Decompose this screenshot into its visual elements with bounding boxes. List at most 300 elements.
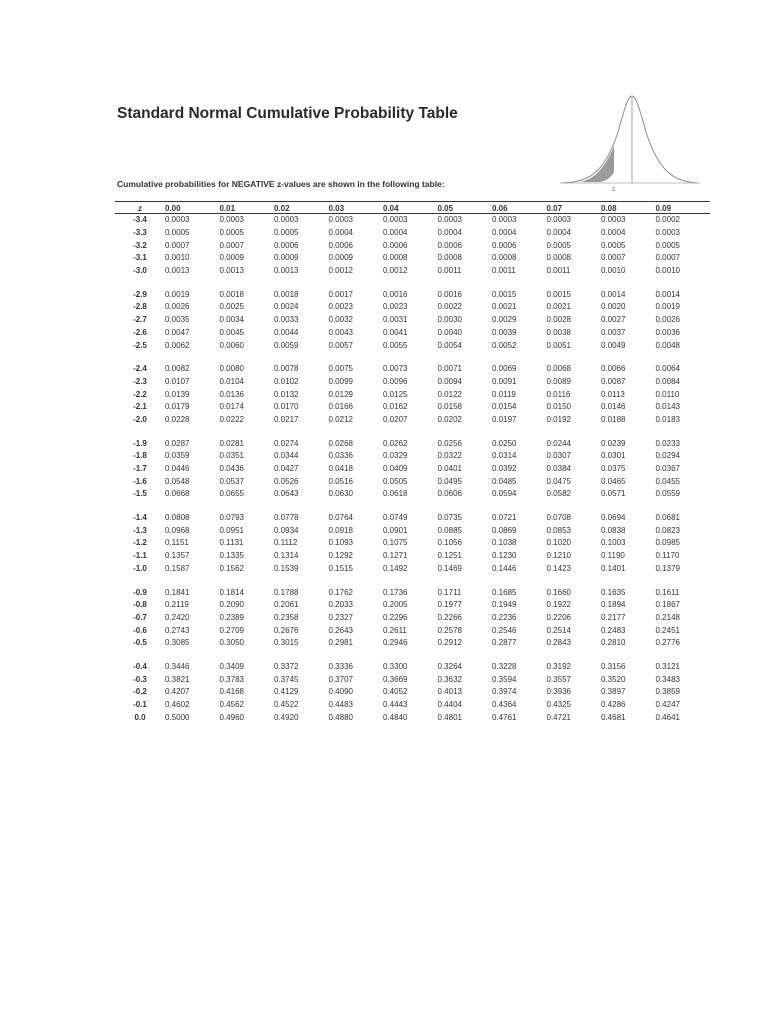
z-value-cell: -3.1: [133, 253, 147, 263]
probability-cell: 0.0059: [274, 340, 299, 350]
probability-cell: 0.0516: [328, 476, 353, 486]
probability-cell: 0.3520: [601, 674, 626, 684]
probability-cell: 0.0003: [492, 215, 517, 225]
probability-cell: 0.0125: [383, 389, 408, 399]
probability-cell: 0.0594: [492, 489, 517, 499]
probability-cell: 0.3669: [383, 674, 408, 684]
z-value-cell: -2.8: [133, 302, 147, 312]
probability-cell: 0.1736: [383, 587, 408, 597]
column-header: 0.05: [437, 203, 454, 213]
probability-cell: 0.0029: [492, 315, 517, 325]
probability-cell: 0.0392: [492, 464, 517, 474]
probability-cell: 0.0021: [492, 302, 517, 312]
probability-cell: 0.1314: [274, 551, 299, 561]
probability-cell: 0.0307: [546, 451, 571, 461]
probability-cell: 0.0526: [274, 476, 299, 486]
probability-cell: 0.3483: [655, 674, 680, 684]
probability-cell: 0.3897: [601, 687, 626, 697]
probability-cell: 0.0427: [274, 464, 299, 474]
probability-cell: 0.2236: [492, 612, 517, 622]
probability-cell: 0.0455: [655, 476, 680, 486]
probability-cell: 0.0084: [655, 376, 680, 386]
probability-cell: 0.3974: [492, 687, 517, 697]
probability-cell: 0.0823: [655, 525, 680, 535]
probability-cell: 0.0009: [328, 253, 353, 263]
probability-cell: 0.0301: [601, 451, 626, 461]
probability-cell: 0.0035: [165, 315, 190, 325]
table-row: [115, 673, 710, 686]
probability-cell: 0.3156: [601, 661, 626, 671]
probability-cell: 0.0158: [437, 402, 462, 412]
z-value-cell: -0.3: [133, 674, 147, 684]
probability-cell: 0.3372: [274, 661, 299, 671]
probability-cell: 0.0418: [328, 464, 353, 474]
probability-cell: 0.0002: [655, 215, 680, 225]
probability-cell: 0.0228: [165, 414, 190, 424]
probability-cell: 0.1230: [492, 551, 517, 561]
probability-cell: 0.0049: [601, 340, 626, 350]
probability-cell: 0.0110: [655, 389, 680, 399]
probability-cell: 0.0013: [274, 266, 299, 276]
probability-cell: 0.0344: [274, 451, 299, 461]
table-row: [115, 437, 710, 450]
probability-cell: 0.2148: [655, 612, 680, 622]
probability-cell: 0.2296: [383, 612, 408, 622]
probability-cell: 0.3085: [165, 638, 190, 648]
table-row: [115, 414, 710, 427]
column-header: 0.03: [328, 203, 345, 213]
probability-cell: 0.4721: [546, 712, 571, 722]
probability-cell: 0.0102: [274, 376, 299, 386]
table-row: [115, 288, 710, 301]
table-row: [115, 214, 710, 227]
probability-cell: 0.0016: [437, 289, 462, 299]
probability-cell: 0.3594: [492, 674, 517, 684]
probability-cell: 0.0384: [546, 464, 571, 474]
probability-cell: 0.2709: [219, 625, 244, 635]
probability-cell: 0.0495: [437, 476, 462, 486]
probability-cell: 0.0048: [655, 340, 680, 350]
probability-cell: 0.0154: [492, 402, 517, 412]
probability-cell: 0.2061: [274, 600, 299, 610]
z-value-cell: -3.3: [133, 228, 147, 238]
probability-cell: 0.0202: [437, 414, 462, 424]
z-value-cell: -0.4: [133, 661, 147, 671]
group-spacer: [115, 352, 710, 363]
table-row: [115, 252, 710, 265]
probability-cell: 0.0012: [328, 266, 353, 276]
probability-cell: 0.1841: [165, 587, 190, 597]
probability-cell: 0.1894: [601, 600, 626, 610]
z-value-cell: -0.7: [133, 612, 147, 622]
table-row: [115, 239, 710, 252]
probability-cell: 0.0006: [383, 240, 408, 250]
probability-cell: 0.0359: [165, 451, 190, 461]
table-row: [115, 363, 710, 376]
probability-cell: 0.2033: [328, 600, 353, 610]
probability-cell: 0.0465: [601, 476, 626, 486]
probability-cell: 0.1814: [219, 587, 244, 597]
probability-cell: 0.1587: [165, 563, 190, 573]
probability-cell: 0.0022: [437, 302, 462, 312]
z-value-cell: -0.5: [133, 638, 147, 648]
probability-cell: 0.0287: [165, 438, 190, 448]
probability-cell: 0.2420: [165, 612, 190, 622]
probability-cell: 0.0244: [546, 438, 571, 448]
probability-cell: 0.0028: [546, 315, 571, 325]
probability-cell: 0.0668: [165, 489, 190, 499]
probability-cell: 0.4483: [328, 700, 353, 710]
probability-cell: 0.0004: [492, 228, 517, 238]
probability-cell: 0.3228: [492, 661, 517, 671]
probability-cell: 0.0436: [219, 464, 244, 474]
probability-cell: 0.0054: [437, 340, 462, 350]
probability-cell: 0.0014: [655, 289, 680, 299]
probability-cell: 0.0179: [165, 402, 190, 412]
probability-cell: 0.0559: [655, 489, 680, 499]
probability-cell: 0.0016: [383, 289, 408, 299]
z-value-cell: -1.0: [133, 563, 147, 573]
probability-cell: 0.1190: [601, 551, 625, 561]
table-row: [115, 463, 710, 476]
probability-cell: 0.4052: [383, 687, 408, 697]
probability-cell: 0.1867: [655, 600, 680, 610]
z-value-cell: -1.4: [133, 513, 147, 523]
z-value-cell: -1.5: [133, 489, 147, 499]
probability-cell: 0.0170: [274, 402, 299, 412]
probability-cell: 0.0918: [328, 525, 353, 535]
probability-cell: 0.0020: [601, 302, 626, 312]
probability-cell: 0.4840: [383, 712, 408, 722]
z-value-cell: -1.1: [133, 551, 147, 561]
probability-cell: 0.0571: [601, 489, 626, 499]
probability-cell: 0.0037: [601, 327, 626, 337]
probability-cell: 0.0375: [601, 464, 626, 474]
z-value-cell: -2.2: [133, 389, 147, 399]
probability-cell: 0.5000: [165, 712, 190, 722]
probability-cell: 0.0336: [328, 451, 353, 461]
probability-cell: 0.0853: [546, 525, 571, 535]
z-value-cell: -0.2: [133, 687, 147, 697]
table-row: [115, 711, 710, 724]
probability-cell: 0.1660: [546, 587, 571, 597]
probability-cell: 0.0351: [219, 451, 244, 461]
table-row: [115, 301, 710, 314]
probability-cell: 0.3409: [219, 661, 244, 671]
z-value-cell: -3.2: [133, 240, 147, 250]
table-row: [115, 327, 710, 340]
probability-cell: 0.0968: [165, 525, 190, 535]
probability-cell: 0.0294: [655, 451, 680, 461]
column-header: 0.04: [383, 203, 399, 213]
probability-cell: 0.0030: [437, 315, 462, 325]
probability-cell: 0.1379: [655, 563, 680, 573]
probability-cell: 0.2643: [328, 625, 353, 635]
probability-cell: 0.3336: [328, 661, 353, 671]
probability-cell: 0.0099: [328, 376, 353, 386]
probability-cell: 0.1635: [601, 587, 626, 597]
probability-cell: 0.3192: [546, 661, 571, 671]
z-value-cell: -2.0: [133, 414, 147, 424]
probability-cell: 0.2327: [328, 612, 353, 622]
probability-cell: 0.0024: [274, 302, 299, 312]
probability-cell: 0.0808: [165, 513, 190, 523]
group-spacer: [115, 277, 710, 288]
probability-cell: 0.1539: [274, 563, 299, 573]
probability-cell: 0.1357: [165, 551, 190, 561]
probability-cell: 0.1292: [328, 551, 353, 561]
probability-cell: 0.0075: [328, 364, 353, 374]
probability-cell: 0.0116: [546, 389, 571, 399]
probability-cell: 0.0250: [492, 438, 517, 448]
probability-cell: 0.0064: [655, 364, 680, 374]
probability-cell: 0.0132: [274, 389, 299, 399]
probability-cell: 0.4325: [546, 700, 571, 710]
probability-cell: 0.0018: [274, 289, 299, 299]
column-header: 0.02: [274, 203, 290, 213]
table-row: [115, 314, 710, 327]
probability-cell: 0.0005: [601, 240, 626, 250]
probability-cell: 0.1056: [437, 538, 462, 548]
table-caption: Cumulative probabilities for NEGATIVE z-values are shown in the following table:: [117, 179, 445, 189]
probability-cell: 0.0003: [655, 228, 680, 238]
probability-cell: 0.0119: [492, 389, 516, 399]
probability-cell: 0.2005: [383, 600, 408, 610]
probability-cell: 0.0708: [546, 513, 571, 523]
probability-cell: 0.0003: [274, 215, 299, 225]
probability-cell: 0.0069: [492, 364, 517, 374]
probability-cell: 0.1788: [274, 587, 299, 597]
z-value-cell: -1.9: [133, 438, 147, 448]
z-value-cell: -1.3: [133, 525, 147, 535]
probability-cell: 0.1003: [601, 538, 626, 548]
z-value-cell: -2.3: [133, 376, 147, 386]
group-spacer: [115, 575, 710, 586]
probability-cell: 0.3707: [328, 674, 353, 684]
probability-cell: 0.0222: [219, 414, 244, 424]
probability-cell: 0.0582: [546, 489, 571, 499]
probability-cell: 0.0107: [165, 376, 190, 386]
probability-cell: 0.1762: [328, 587, 353, 597]
probability-cell: 0.4443: [383, 700, 408, 710]
probability-cell: 0.0019: [655, 302, 680, 312]
probability-cell: 0.0885: [437, 525, 462, 535]
probability-cell: 0.0735: [437, 513, 462, 523]
table-row: [115, 339, 710, 352]
probability-cell: 0.0329: [383, 451, 408, 461]
probability-cell: 0.0010: [655, 266, 680, 276]
probability-cell: 0.3446: [165, 661, 190, 671]
column-header: 0.00: [165, 203, 181, 213]
probability-cell: 0.1251: [437, 551, 462, 561]
probability-cell: 0.1949: [492, 600, 517, 610]
probability-cell: 0.1469: [437, 563, 462, 573]
table-row: [115, 624, 710, 637]
z-value-cell: -2.6: [133, 327, 147, 337]
probability-cell: 0.0052: [492, 340, 517, 350]
probability-cell: 0.0003: [383, 215, 408, 225]
table-row: [115, 265, 710, 278]
probability-cell: 0.1685: [492, 587, 517, 597]
probability-cell: 0.0005: [219, 228, 244, 238]
probability-cell: 0.4801: [437, 712, 462, 722]
table-row: [115, 699, 710, 712]
z-value-cell: 0.0: [134, 712, 146, 722]
z-value-cell: -1.8: [133, 451, 147, 461]
z-marker-label: z: [612, 187, 615, 192]
probability-cell: 0.0080: [219, 364, 244, 374]
probability-cell: 0.0003: [546, 215, 571, 225]
probability-cell: 0.0136: [219, 389, 244, 399]
probability-cell: 0.0007: [601, 253, 626, 263]
column-header: 0.08: [601, 203, 617, 213]
probability-cell: 0.0475: [546, 476, 571, 486]
probability-cell: 0.3783: [219, 674, 244, 684]
probability-cell: 0.0006: [328, 240, 353, 250]
probability-cell: 0.4761: [492, 712, 517, 722]
probability-cell: 0.0010: [601, 266, 626, 276]
table-row: [115, 524, 710, 537]
probability-cell: 0.0322: [437, 451, 462, 461]
page-title: Standard Normal Cumulative Probability Table: [117, 105, 458, 122]
z-value-cell: -0.1: [133, 700, 147, 710]
probability-cell: 0.0011: [492, 266, 516, 276]
probability-cell: 0.2358: [274, 612, 299, 622]
probability-cell: 0.0122: [437, 389, 462, 399]
z-value-cell: -1.7: [133, 464, 147, 474]
probability-cell: 0.0082: [165, 364, 190, 374]
probability-cell: 0.0618: [383, 489, 408, 499]
probability-cell: 0.0630: [328, 489, 353, 499]
probability-cell: 0.0032: [328, 315, 353, 325]
probability-cell: 0.4207: [165, 687, 190, 697]
probability-cell: 0.4364: [492, 700, 517, 710]
column-header: 0.09: [655, 203, 672, 213]
probability-cell: 0.0505: [383, 476, 408, 486]
z-value-cell: -0.6: [133, 625, 147, 635]
probability-cell: 0.0139: [165, 389, 190, 399]
probability-cell: 0.4129: [274, 687, 299, 697]
probability-cell: 0.2776: [655, 638, 680, 648]
probability-cell: 0.0041: [383, 327, 408, 337]
probability-cell: 0.0446: [165, 464, 190, 474]
z-value-cell: -0.9: [133, 587, 147, 597]
probability-cell: 0.0113: [601, 389, 625, 399]
probability-cell: 0.0233: [655, 438, 680, 448]
probability-cell: 0.0045: [219, 327, 244, 337]
probability-cell: 0.0166: [328, 402, 353, 412]
probability-cell: 0.0017: [328, 289, 353, 299]
probability-cell: 0.3300: [383, 661, 408, 671]
table-row: [115, 388, 710, 401]
z-value-cell: -3.4: [133, 215, 147, 225]
probability-cell: 0.0078: [274, 364, 299, 374]
probability-cell: 0.0212: [328, 414, 353, 424]
probability-cell: 0.4880: [328, 712, 353, 722]
table-row: [115, 401, 710, 414]
probability-cell: 0.0004: [601, 228, 626, 238]
probability-cell: 0.0104: [219, 376, 244, 386]
probability-cell: 0.0256: [437, 438, 462, 448]
group-spacer: [115, 650, 710, 661]
probability-cell: 0.2843: [546, 638, 571, 648]
probability-cell: 0.1977: [437, 600, 462, 610]
probability-cell: 0.0073: [383, 364, 408, 374]
probability-cell: 0.0034: [219, 315, 244, 325]
probability-cell: 0.0548: [165, 476, 190, 486]
probability-cell: 0.0778: [274, 513, 299, 523]
probability-cell: 0.0057: [328, 340, 353, 350]
probability-cell: 0.3121: [655, 661, 680, 671]
probability-cell: 0.0015: [492, 289, 517, 299]
probability-cell: 0.0143: [655, 402, 680, 412]
probability-cell: 0.0003: [165, 215, 190, 225]
probability-cell: 0.0006: [492, 240, 517, 250]
probability-cell: 0.1151: [165, 538, 189, 548]
probability-cell: 0.3745: [274, 674, 299, 684]
probability-cell: 0.0004: [437, 228, 462, 238]
probability-cell: 0.0039: [492, 327, 517, 337]
probability-cell: 0.0055: [383, 340, 408, 350]
probability-cell: 0.3859: [655, 687, 680, 697]
probability-cell: 0.0051: [546, 340, 571, 350]
probability-cell: 0.3936: [546, 687, 571, 697]
probability-cell: 0.0015: [546, 289, 571, 299]
probability-cell: 0.4090: [328, 687, 353, 697]
probability-cell: 0.0192: [546, 414, 571, 424]
probability-cell: 0.0150: [546, 402, 571, 412]
probability-cell: 0.3015: [274, 638, 299, 648]
z-value-cell: -0.8: [133, 600, 147, 610]
probability-cell: 0.1711: [437, 587, 462, 597]
probability-cell: 0.0071: [437, 364, 462, 374]
probability-cell: 0.0162: [383, 402, 408, 412]
probability-cell: 0.3050: [219, 638, 244, 648]
probability-cell: 0.1093: [328, 538, 353, 548]
probability-cell: 0.1611: [655, 587, 680, 597]
z-value-cell: -2.9: [133, 289, 147, 299]
probability-cell: 0.0091: [492, 376, 517, 386]
probability-cell: 0.1335: [219, 551, 244, 561]
probability-cell: 0.0239: [601, 438, 626, 448]
probability-cell: 0.0007: [655, 253, 680, 263]
probability-cell: 0.2611: [383, 625, 407, 635]
probability-cell: 0.0006: [274, 240, 299, 250]
probability-cell: 0.4960: [219, 712, 244, 722]
probability-cell: 0.0062: [165, 340, 190, 350]
probability-cell: 0.1112: [274, 538, 298, 548]
probability-cell: 0.3557: [546, 674, 571, 684]
probability-cell: 0.0013: [165, 266, 190, 276]
probability-cell: 0.0027: [601, 315, 626, 325]
probability-cell: 0.1038: [492, 538, 517, 548]
probability-cell: 0.0003: [601, 215, 626, 225]
probability-cell: 0.0089: [546, 376, 571, 386]
probability-cell: 0.0643: [274, 489, 299, 499]
probability-cell: 0.1210: [546, 551, 571, 561]
probability-cell: 0.0011: [546, 266, 571, 276]
probability-cell: 0.0188: [601, 414, 626, 424]
probability-cell: 0.2514: [546, 625, 571, 635]
z-value-cell: -3.0: [133, 266, 147, 276]
probability-cell: 0.4920: [274, 712, 299, 722]
probability-cell: 0.2177: [601, 612, 626, 622]
table-row: [115, 563, 710, 576]
probability-cell: 0.0681: [655, 513, 680, 523]
probability-cell: 0.0003: [219, 215, 244, 225]
probability-cell: 0.0009: [274, 253, 299, 263]
probability-cell: 0.2119: [165, 600, 189, 610]
